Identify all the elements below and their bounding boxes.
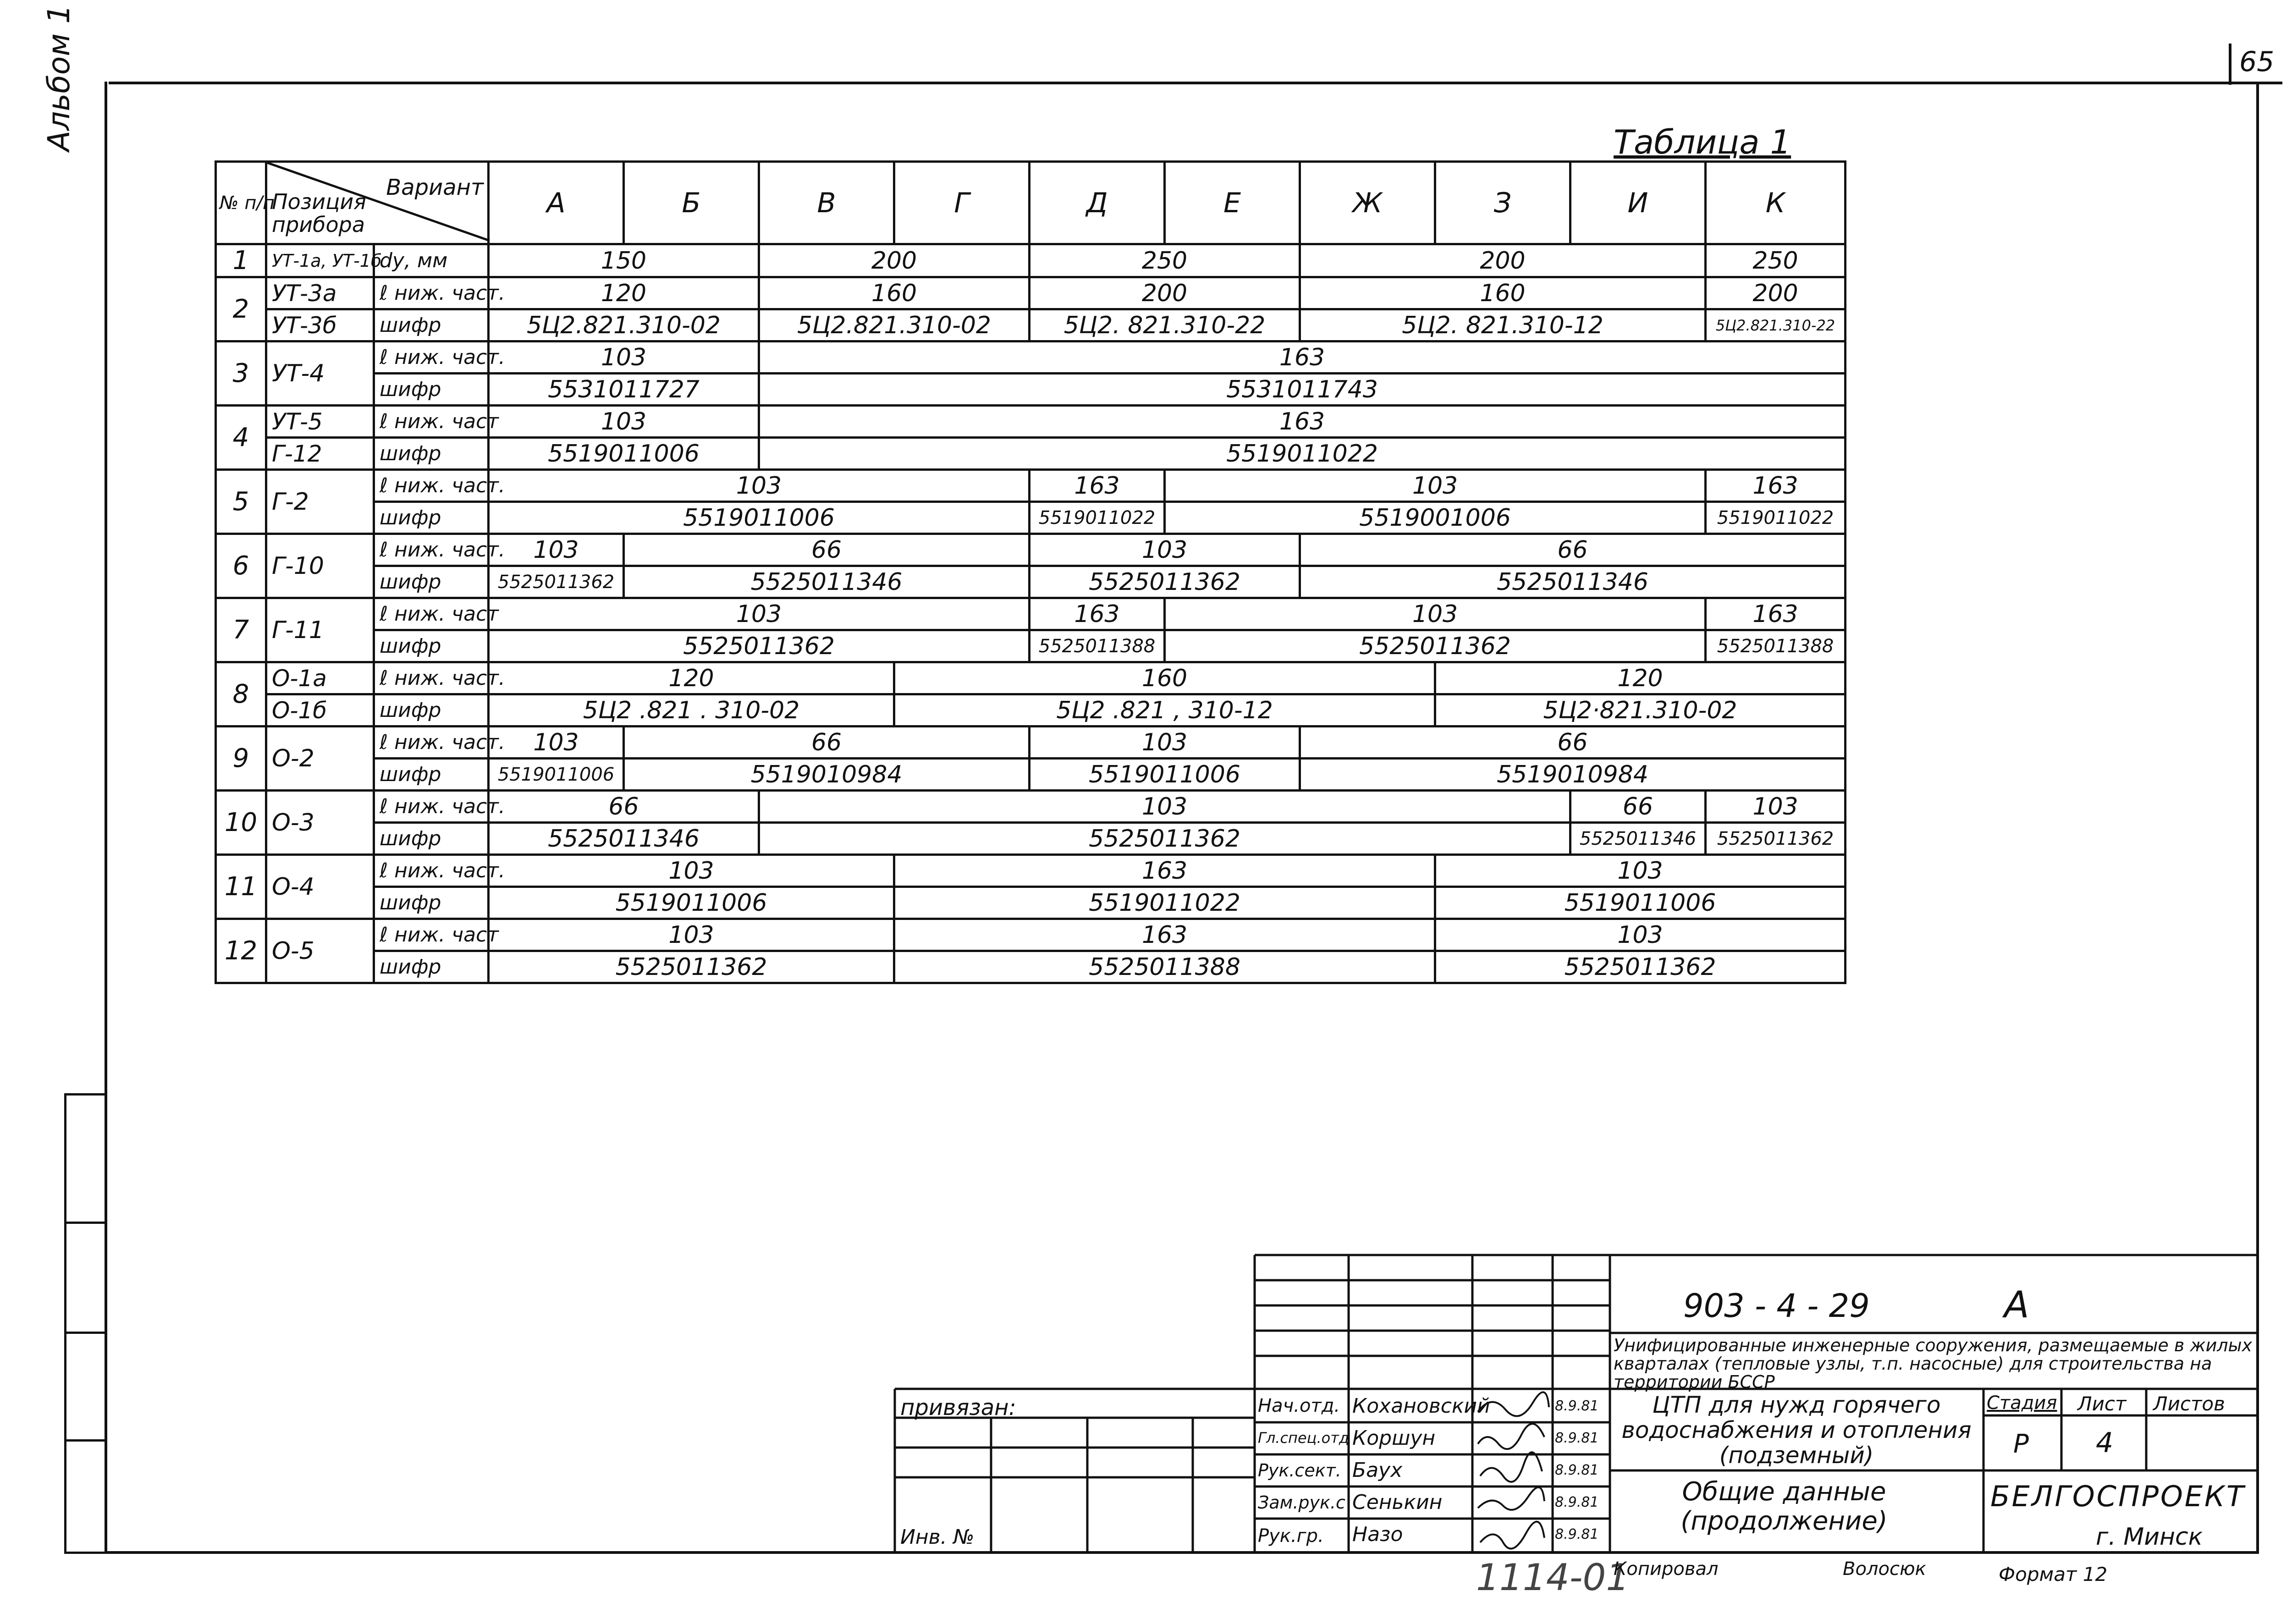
cell-value: 5Ц2.821.310-02 [489, 309, 759, 341]
row-param-label: ℓ ниж. част. [374, 534, 489, 566]
cell-value: 103 [1435, 919, 1846, 951]
copied-label: Копировал [1614, 1558, 1719, 1580]
variant-k: К [1706, 162, 1846, 244]
project-description: Унифицированные инженерные сооружения, размещаемые в жилых кварталах (тепловые узлы, т.п. насосные) для строительства на территории БССР [1614, 1335, 2253, 1392]
cell-value: 5519001006 [1165, 502, 1706, 534]
variant-d: Д [1030, 162, 1165, 244]
variant-v: В [759, 162, 894, 244]
table-row [216, 470, 1846, 502]
cell-value: 250 [1706, 244, 1846, 277]
cell-value: 163 [894, 919, 1435, 951]
cell-value: 5519011022 [1030, 502, 1165, 534]
row-param-label: шифр [374, 759, 489, 791]
row-param-label: ℓ ниж. част. [374, 662, 489, 694]
row-number: 4 [216, 406, 266, 470]
table-row [216, 438, 1846, 470]
table-row [216, 855, 1846, 887]
signer-date: 8.9.81 [1555, 1462, 1599, 1478]
cell-value: 160 [759, 277, 1030, 309]
cell-value: 163 [1030, 598, 1165, 630]
cell-value: 103 [489, 470, 1030, 502]
cell-value: 5519010984 [624, 759, 1030, 791]
table-row [216, 727, 1846, 759]
cell-value: 200 [1300, 244, 1706, 277]
cell-value: 5525011362 [489, 566, 624, 598]
row-number: 9 [216, 727, 266, 791]
cell-value: 5519011022 [1706, 502, 1846, 534]
album-label: Альбом 1 [41, 4, 77, 151]
row-param-label: шифр [374, 694, 489, 727]
row-position: Г-11 [266, 598, 374, 662]
table-row [216, 374, 1846, 406]
cell-value: 66 [1300, 534, 1846, 566]
cell-value: 5525011346 [489, 823, 759, 855]
cell-value: 160 [894, 662, 1435, 694]
row-position: О-3 [266, 791, 374, 855]
cell-value: 5525011346 [1300, 566, 1846, 598]
cell-value: 163 [759, 406, 1846, 438]
table-caption: Таблица 1 [1614, 123, 1791, 161]
table-header-row [216, 162, 1846, 244]
cell-value: 103 [1030, 727, 1300, 759]
row-param-label: ℓ ниж. част. [374, 791, 489, 823]
row-position: О-2 [266, 727, 374, 791]
row-param-label: ℓ ниж. част. [374, 727, 489, 759]
cell-value: 163 [894, 855, 1435, 887]
row-position: О-5 [266, 919, 374, 983]
cell-value: 66 [624, 534, 1030, 566]
signer-name: Кохановский [1352, 1394, 1490, 1418]
signer-role: Зам.рук.с [1258, 1492, 1345, 1513]
signer-role: Гл.спец.отд [1258, 1429, 1349, 1447]
cell-value: 103 [489, 406, 759, 438]
cell-value: 103 [759, 791, 1570, 823]
cell-value: 103 [1030, 534, 1300, 566]
doc-letter: А [2004, 1283, 2029, 1326]
row-position: УТ-3б [266, 309, 374, 341]
num-header: № п/п [216, 162, 266, 244]
row-param-label: ℓ ниж. част. [374, 470, 489, 502]
row-number: 6 [216, 534, 266, 598]
row-param-label: ℓ ниж. част [374, 919, 489, 951]
signer-name: Коршун [1352, 1426, 1436, 1450]
cell-value: 5519011006 [489, 759, 624, 791]
cell-value: 5525011388 [894, 951, 1435, 983]
cell-value: 5525011346 [624, 566, 1030, 598]
row-param-label: ℓ ниж. част. [374, 341, 489, 374]
variant-z: З [1435, 162, 1570, 244]
cell-value: 250 [1030, 244, 1300, 277]
variant-zh: Ж [1300, 162, 1435, 244]
page-top-border [109, 82, 2282, 84]
cell-value: 5Ц2. 821.310-22 [1030, 309, 1300, 341]
cell-value: 163 [1706, 470, 1846, 502]
cell-value: 5Ц2 .821 , 310-12 [894, 694, 1435, 727]
cell-value: 5525011388 [1030, 630, 1165, 662]
cell-value: 103 [489, 534, 624, 566]
cell-value: 5519011022 [894, 887, 1435, 919]
sheet-value: 4 [2096, 1427, 2114, 1459]
cell-value: 5Ц2 .821 . 310-02 [489, 694, 894, 727]
table-row [216, 630, 1846, 662]
variant-e: Е [1165, 162, 1300, 244]
cell-value: 103 [1165, 598, 1706, 630]
format-label: Формат 12 [1999, 1563, 2108, 1585]
row-position: УТ-1а, УТ-1б [266, 244, 374, 277]
variant-g: Г [894, 162, 1030, 244]
binding-strip-divider [64, 1332, 107, 1334]
binding-strip-divider [64, 1222, 107, 1224]
signer-date: 8.9.81 [1555, 1526, 1599, 1542]
signer-role: Рук.сект. [1258, 1460, 1341, 1481]
signer-date: 8.9.81 [1555, 1398, 1599, 1414]
variant-b: Б [624, 162, 759, 244]
org-city: г. Минск [2096, 1523, 2203, 1551]
cell-value: 5Ц2·821.310-02 [1435, 694, 1846, 727]
cell-value: 103 [489, 341, 759, 374]
cell-value: 5525011362 [1030, 566, 1300, 598]
signer-name: Баух [1352, 1459, 1403, 1482]
signer-date: 8.9.81 [1555, 1494, 1599, 1510]
stage-label: Стадия [1987, 1393, 2057, 1414]
page-number-tick [2229, 44, 2231, 85]
cell-value: 5525011362 [1435, 951, 1846, 983]
row-param-label: ℓ ниж. част. [374, 277, 489, 309]
table-row [216, 277, 1846, 309]
row-param-label: шифр [374, 374, 489, 406]
cell-value: 5519011006 [1435, 887, 1846, 919]
row-position: УТ-4 [266, 341, 374, 406]
row-position: УТ-5 [266, 406, 374, 438]
cell-value: 5519011006 [489, 887, 894, 919]
row-position: УТ-3а [266, 277, 374, 309]
signature-scribbles [1473, 1389, 1551, 1554]
table-row [216, 887, 1846, 919]
position-label: Позиция прибора [272, 189, 366, 237]
stage-value: Р [2013, 1429, 2029, 1459]
row-param-label: шифр [374, 502, 489, 534]
cell-value: 150 [489, 244, 759, 277]
table-row [216, 791, 1846, 823]
cell-value: 5519011022 [759, 438, 1846, 470]
row-param-label: шифр [374, 630, 489, 662]
table-row [216, 244, 1846, 277]
copier-name: Волосюк [1843, 1558, 1926, 1580]
row-param-label: шифр [374, 566, 489, 598]
sheet-label: Лист [2077, 1393, 2127, 1415]
cell-value: 5519011006 [489, 438, 759, 470]
row-param-label: dу, мм [374, 244, 489, 277]
row-number: 5 [216, 470, 266, 534]
cell-value: 5525011362 [489, 951, 894, 983]
sheets-label: Листов [2153, 1393, 2225, 1415]
row-number: 1 [216, 244, 266, 277]
cell-value: 120 [1435, 662, 1846, 694]
cell-value: 66 [1570, 791, 1706, 823]
row-position: Г-2 [266, 470, 374, 534]
cell-value: 66 [489, 791, 759, 823]
row-number: 2 [216, 277, 266, 341]
doc-code: 903 - 4 - 29 [1683, 1287, 1870, 1325]
cell-value: 120 [489, 277, 759, 309]
table-row [216, 694, 1846, 727]
cell-value: 163 [1706, 598, 1846, 630]
row-param-label: ℓ ниж. част. [374, 855, 489, 887]
cell-value: 5531011743 [759, 374, 1846, 406]
binding-strip [64, 1093, 107, 1554]
cell-value: 5525011346 [1570, 823, 1706, 855]
table-row [216, 566, 1846, 598]
cell-value: 5Ц2.821.310-22 [1706, 309, 1846, 341]
signer-date: 8.9.81 [1555, 1430, 1599, 1446]
cell-value: 163 [759, 341, 1846, 374]
cell-value: 103 [489, 919, 894, 951]
cell-value: 5525011362 [489, 630, 1030, 662]
row-param-label: ℓ ниж. част [374, 598, 489, 630]
cell-value: 5525011388 [1706, 630, 1846, 662]
signer-role: Нач.отд. [1258, 1395, 1340, 1416]
cell-value: 5525011362 [1706, 823, 1846, 855]
cell-value: 103 [1435, 855, 1846, 887]
variant-position-header [266, 162, 489, 244]
table-row [216, 823, 1846, 855]
variant-label: Вариант [386, 175, 484, 200]
row-number: 7 [216, 598, 266, 662]
row-position: О-1а [266, 662, 374, 694]
cell-value: 200 [1030, 277, 1300, 309]
table-row [216, 759, 1846, 791]
cell-value: 5525011362 [759, 823, 1570, 855]
object-name: ЦТП для нужд горячего водоснабжения и отопления (подземный) [1621, 1392, 1972, 1469]
cell-value: 163 [1030, 470, 1165, 502]
row-param-label: шифр [374, 438, 489, 470]
cell-value: 200 [1706, 277, 1846, 309]
table-row [216, 534, 1846, 566]
row-number: 12 [216, 919, 266, 983]
cell-value: 66 [624, 727, 1030, 759]
row-position: О-4 [266, 855, 374, 919]
attached-label: привязан: [900, 1395, 1016, 1420]
cell-value: 5519010984 [1300, 759, 1846, 791]
inv-label: Инв. № [900, 1525, 975, 1549]
cell-value: 5Ц2.821.310-02 [759, 309, 1030, 341]
cell-value: 103 [489, 598, 1030, 630]
cell-value: 5531011727 [489, 374, 759, 406]
cell-value: 200 [759, 244, 1030, 277]
row-param-label: шифр [374, 309, 489, 341]
row-number: 8 [216, 662, 266, 727]
row-param-label: ℓ ниж. част [374, 406, 489, 438]
row-number: 3 [216, 341, 266, 406]
row-position: О-1б [266, 694, 374, 727]
signer-role: Рук.гр. [1258, 1525, 1324, 1547]
cell-value: 103 [489, 855, 894, 887]
cell-value: 103 [1706, 791, 1846, 823]
row-param-label: шифр [374, 823, 489, 855]
cell-value: 5525011362 [1165, 630, 1706, 662]
table-row [216, 502, 1846, 534]
main-table [215, 160, 1846, 984]
title-block [895, 1255, 2259, 1554]
cell-value: 5Ц2. 821.310-12 [1300, 309, 1706, 341]
table-row [216, 662, 1846, 694]
table-row [216, 919, 1846, 951]
table-row [216, 309, 1846, 341]
bottom-stamp: 1114-01 [1476, 1556, 1630, 1599]
row-position: Г-10 [266, 534, 374, 598]
row-position: Г-12 [266, 438, 374, 470]
sheet-title: Общие данные (продолжение) [1680, 1477, 1888, 1536]
cell-value: 160 [1300, 277, 1706, 309]
cell-value: 5519011006 [489, 502, 1030, 534]
page-number: 65 [2239, 46, 2275, 78]
org-name: БЕЛГОСПРОЕКТ [1990, 1480, 2246, 1513]
signer-name: Сенькин [1352, 1491, 1443, 1514]
variant-i: И [1570, 162, 1706, 244]
cell-value: 120 [489, 662, 894, 694]
row-param-label: шифр [374, 951, 489, 983]
binding-strip-divider [64, 1439, 107, 1442]
cell-value: 66 [1300, 727, 1846, 759]
cell-value: 5519011006 [1030, 759, 1300, 791]
row-number: 11 [216, 855, 266, 919]
table-row [216, 341, 1846, 374]
table-row [216, 598, 1846, 630]
signer-name: Назо [1352, 1523, 1403, 1546]
row-number: 10 [216, 791, 266, 855]
row-param-label: шифр [374, 887, 489, 919]
variant-a: А [489, 162, 624, 244]
table-row [216, 406, 1846, 438]
table-row [216, 951, 1846, 983]
cell-value: 103 [1165, 470, 1706, 502]
cell-value: 103 [489, 727, 624, 759]
